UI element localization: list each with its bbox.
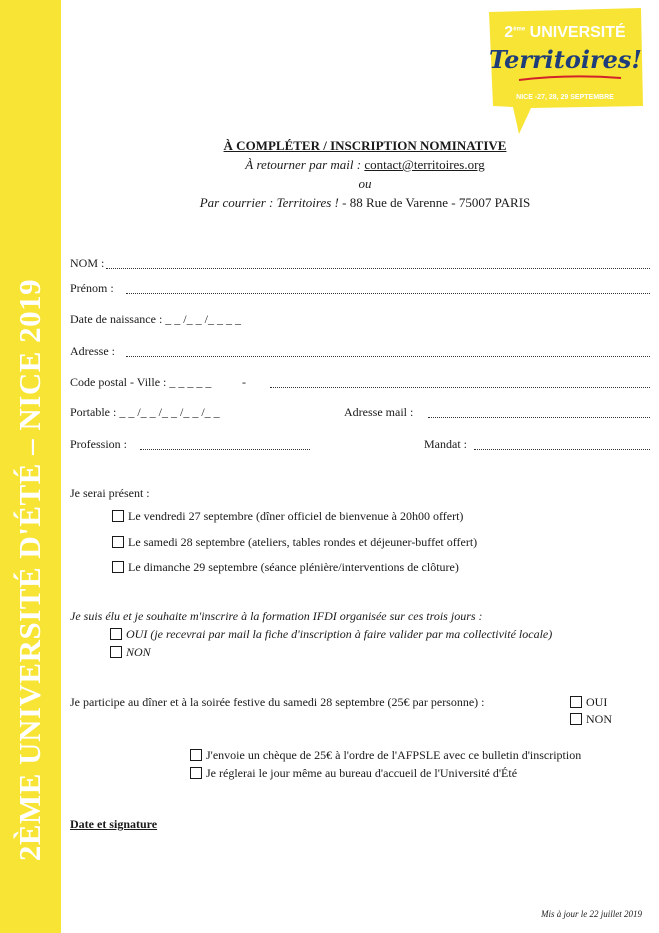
phone-field[interactable]: Portable : _ _ /_ _ /_ _ /_ _ /_ _ [70, 405, 220, 419]
post-line: Par courrier : Territoires ! - 88 Rue de Varenne - 75007 PARIS [199, 195, 531, 210]
friday-option-label: Le vendredi 27 septembre (dîner officiel de bienvenue à 20h00 offert) [128, 509, 464, 523]
dinner-non-checkbox[interactable] [570, 713, 582, 725]
sunday-option-label: Le dimanche 29 septembre (séance plénière/interventions de clôture) [128, 560, 459, 574]
cheque-checkbox[interactable] [190, 749, 202, 761]
logo-date: NICE -27, 28, 29 SEPTEMBRE [516, 94, 614, 101]
logo-title: 2ème UNIVERSITÉ [504, 24, 626, 41]
saturday-option-label: Le samedi 28 septembre (ateliers, tables rondes et déjeuner-buffet offert) [128, 535, 478, 549]
sunday-checkbox[interactable] [112, 561, 124, 573]
sidebar-banner [0, 0, 61, 933]
profession-field[interactable] [140, 449, 310, 450]
contact-email-link[interactable]: contact@territoires.org [364, 157, 485, 172]
dinner-oui-label: OUI [586, 695, 608, 709]
or-text: ou [358, 176, 372, 191]
bureau-label: Je réglerai le jour même au bureau d'accueil de l'Université d'Été [206, 766, 518, 780]
friday-checkbox[interactable] [112, 510, 124, 522]
nom-label: NOM : [70, 256, 105, 270]
dinner-non-label: NON [586, 712, 612, 726]
birthdate-field[interactable]: Date de naissance : _ _ /_ _ /_ _ _ _ [70, 312, 241, 326]
formation-non-checkbox[interactable] [110, 646, 122, 658]
mail-line: À retourner par mail : contact@territoires.org [245, 157, 485, 172]
postal-code-field[interactable]: Code postal - Ville : _ _ _ _ _ [70, 375, 212, 389]
formation-non-label: NON [126, 645, 151, 659]
update-date: Mis à jour le 22 juillet 2019 [541, 909, 642, 919]
bureau-checkbox[interactable] [190, 767, 202, 779]
prenom-field[interactable] [126, 293, 650, 294]
presence-label: Je serai présent : [70, 486, 150, 500]
saturday-checkbox[interactable] [112, 536, 124, 548]
postal-dash: - [242, 375, 246, 389]
formation-oui-checkbox[interactable] [110, 628, 122, 640]
prenom-label: Prénom : [70, 281, 114, 295]
logo-brand: Territoires! [489, 45, 642, 74]
adresse-label: Adresse : [70, 344, 115, 358]
mandat-label: Mandat : [424, 437, 467, 451]
formation-label: Je suis élu et je souhaite m'inscrire à la formation IFDI organisée sur ces trois jours : [70, 609, 483, 623]
formation-oui-label: OUI (je recevrai par mail la fiche d'inscription à faire valider par ma collectivité locale) [126, 627, 553, 641]
form-title: À COMPLÉTER / INSCRIPTION NOMINATIVE [223, 138, 507, 153]
adresse-field[interactable] [126, 356, 650, 357]
email-field[interactable] [428, 417, 650, 418]
cheque-label: J'envoie un chèque de 25€ à l'ordre de l'AFPSLE avec ce bulletin d'inscription [206, 748, 582, 762]
profession-label: Profession : [70, 437, 127, 451]
email-label: Adresse mail : [344, 405, 414, 419]
nom-field[interactable] [106, 268, 650, 269]
mandat-field[interactable] [474, 449, 650, 450]
city-field[interactable] [270, 387, 650, 388]
event-logo [489, 8, 648, 134]
sidebar-title: 2ÈME UNIVERSITÉ D'ÉTÉ – NICE 2019 [12, 278, 47, 862]
dinner-label: Je participe au dîner et à la soirée festive du samedi 28 septembre (25€ par personne) : [70, 695, 485, 709]
dinner-oui-checkbox[interactable] [570, 696, 582, 708]
signature-label: Date et signature [70, 817, 158, 831]
